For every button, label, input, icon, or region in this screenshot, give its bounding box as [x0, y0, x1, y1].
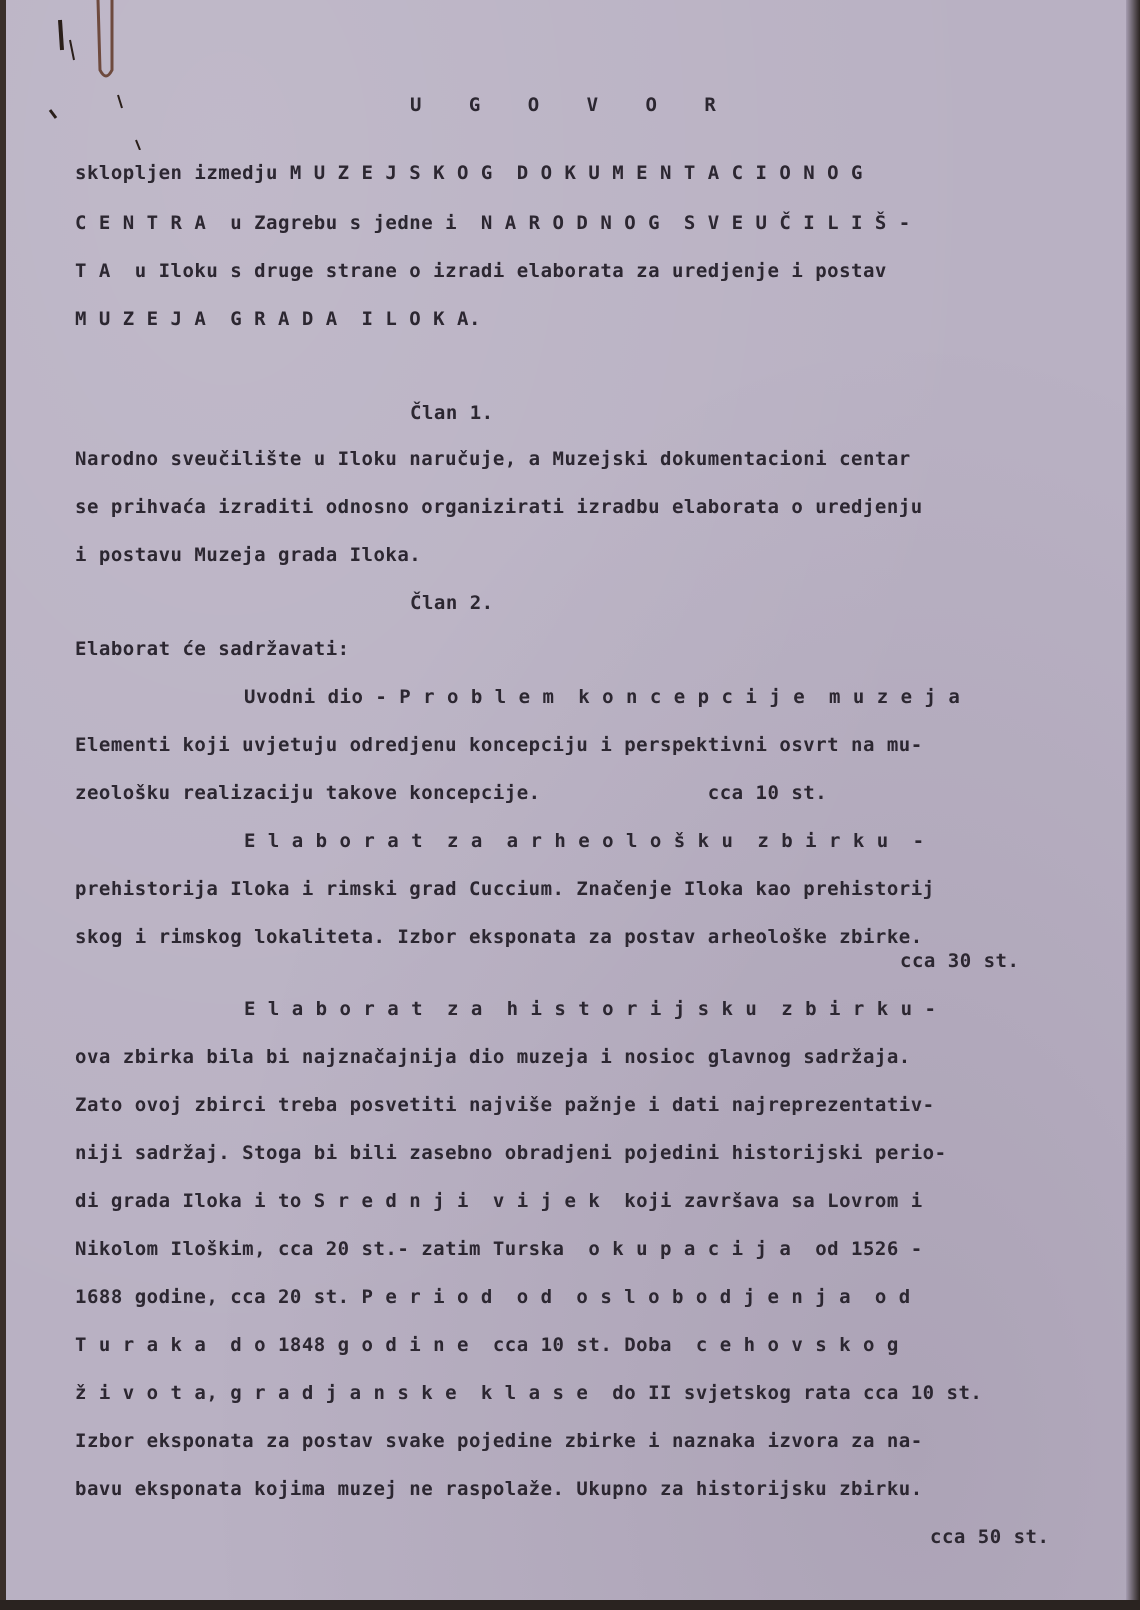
article-2-line-6: skog i rimskog lokaliteta. Izbor eksponata za postav arheološke zbirke.	[75, 926, 923, 948]
article-1-line-2: se prihvaća izraditi odnosno organizirati izradbu elaborata o uredjenju	[75, 496, 923, 518]
article-2-line-13: Nikolom Iloškim, cca 20 st.- zatim Turska o k u p a c i j a od 1526 -	[75, 1238, 923, 1260]
intro-line-3: T A u Iloku s druge strane o izradi elaborata za uredjenje i postav	[75, 260, 887, 282]
scan-edge-right	[1126, 0, 1140, 1610]
article-2-line-19: cca 50 st.	[930, 1526, 1050, 1548]
article-2-line-12: di grada Iloka i to S r e d n j i v i j e k koji završava sa Lovrom i	[75, 1190, 923, 1212]
article-2-line-17: Izbor eksponata za postav svake pojedine zbirke i naznaka izvora za na-	[75, 1430, 923, 1452]
article-2-line-18: bavu eksponata kojima muzej ne raspolaže. Ukupno za historijsku zbirku.	[75, 1478, 923, 1500]
article-2-line-11: niji sadržaj. Stoga bi bili zasebno obradjeni pojedini historijski perio-	[75, 1142, 947, 1164]
intro-line-2: C E N T R A u Zagrebu s jedne i N A R O D N O G S V E U Č I L I Š -	[75, 212, 911, 234]
article-2-line-7: cca 30 st.	[900, 950, 1020, 972]
article-1-line-1: Narodno sveučilište u Iloku naručuje, a Muzejski dokumentacioni centar	[75, 448, 911, 470]
intro-line-1: sklopljen izmedju M U Z E J S K O G D O K U M E N T A C I O N O G	[75, 162, 863, 184]
handwritten-marks	[40, 0, 160, 150]
article-2-lead: Elaborat će sadržavati:	[75, 638, 350, 660]
article-2-line-8: E l a b o r a t z a h i s t o r i j s k u z b i r k u -	[244, 998, 937, 1020]
article-2-line-9: ova zbirka bila bi najznačajnija dio muzeja i nosioc glavnog sadržaja.	[75, 1046, 911, 1068]
article-2-line-5: prehistorija Iloka i rimski grad Cuccium. Značenje Iloka kao prehistorij	[75, 878, 935, 900]
scan-edge-bottom	[0, 1600, 1140, 1610]
article-1-line-3: i postavu Muzeja grada Iloka.	[75, 544, 422, 566]
article-2-line-3: zeološku realizaciju takove koncepcije. cca 10 st.	[75, 782, 828, 804]
scan-edge-left	[0, 0, 6, 1610]
article-2-line-10: Zato ovoj zbirci treba posvetiti najviše pažnje i dati najreprezentativ-	[75, 1094, 935, 1116]
article-2-line-4: E l a b o r a t z a a r h e o l o š k u z b i r k u -	[244, 830, 925, 852]
article-2-line-16: ž i v o t a, g r a d j a n s k e k l a s e do II svjetskog rata cca 10 st.	[75, 1382, 983, 1404]
article-2-heading: Član 2.	[410, 592, 494, 614]
article-2-line-14: 1688 godine, cca 20 st. P e r i o d o d o s l o b o d j e n j a o d	[75, 1286, 911, 1308]
article-2-line-1: Uvodni dio - P r o b l e m k o n c e p c i j e m u z e j a	[244, 686, 961, 708]
intro-line-4: M U Z E J A G R A D A I L O K A.	[75, 308, 481, 330]
article-1-heading: Član 1.	[410, 402, 494, 424]
article-2-line-15: T u r a k a d o 1848 g o d i n e cca 10 st. Doba c e h o v s k o g	[75, 1334, 899, 1356]
article-2-line-2: Elementi koji uvjetuju odredjenu koncepciju i perspektivni osvrt na mu-	[75, 734, 923, 756]
document-title: U G O V O R	[410, 94, 734, 116]
